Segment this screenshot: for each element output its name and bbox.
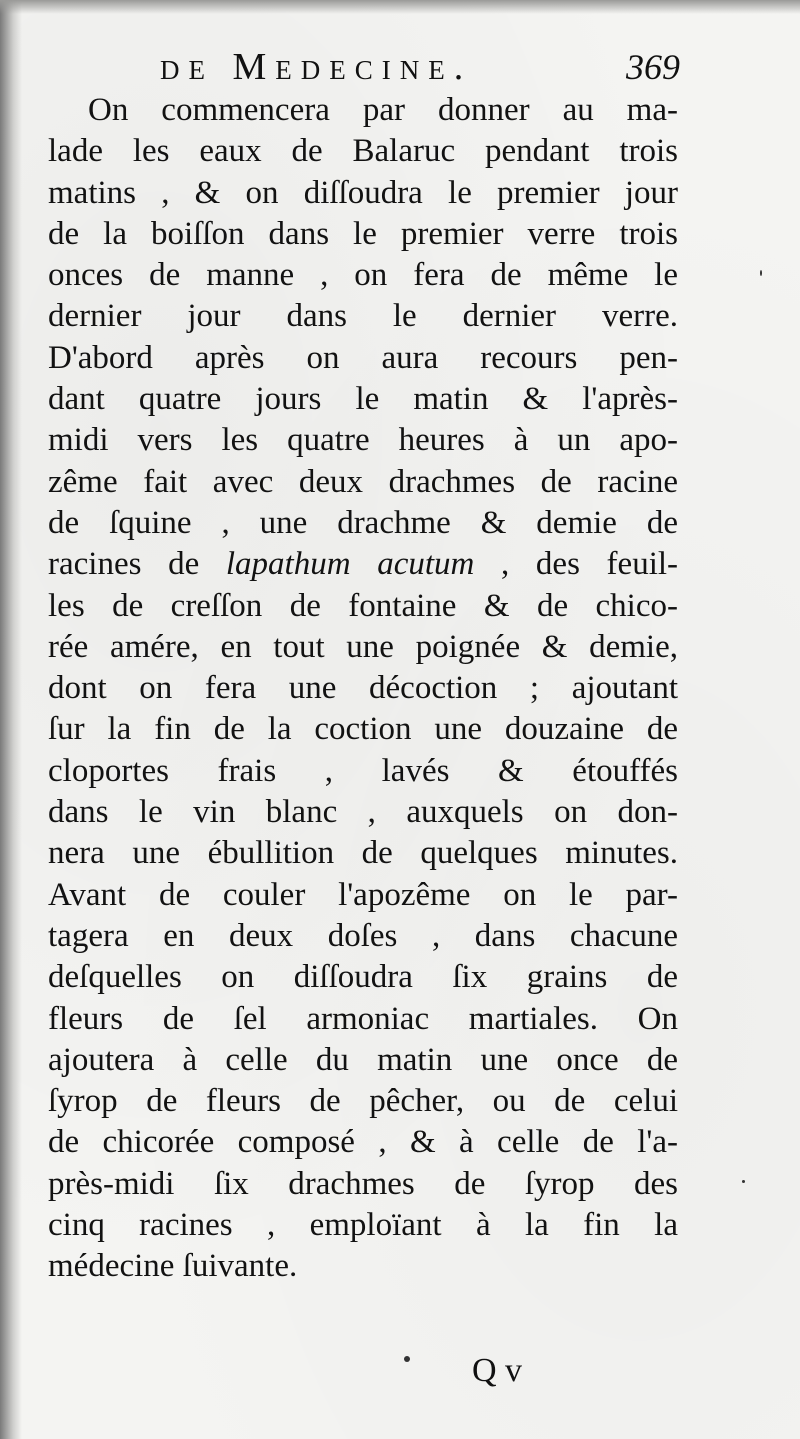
text-line: dant quatre jours le matin & l'après- (48, 381, 678, 418)
text-line: médecine ſuivante. (48, 1248, 298, 1285)
text-line: rée amére, en tout une poignée & demie, (48, 628, 678, 665)
text-line: dernier jour dans le dernier verre. (48, 298, 678, 335)
text-segment: racines de (48, 546, 200, 583)
text-line: les de creſſon de fontaine & de chico- (48, 587, 678, 624)
page-number: 369 (626, 47, 680, 87)
text-line: Avant de couler l'apozême on le par- (48, 876, 678, 913)
text-line: midi vers les quatre heures à un apo- (48, 422, 678, 459)
text-line: On commencera par donner au ma- (88, 92, 678, 128)
text-line: zême fait avec deux drachmes de racine (48, 463, 678, 500)
running-head (160, 42, 680, 92)
ink-speck (404, 1356, 410, 1362)
text-line: cinq racines , emploïant à la fin la (48, 1207, 678, 1244)
ink-speck (760, 270, 762, 276)
text-line: nera une ébullition de quelques minutes. (48, 835, 678, 872)
text-line: cloportes frais , lavés & étouffés (48, 752, 678, 789)
text-line-with-italic (48, 544, 678, 585)
text-line: de chicorée composé , & à celle de l'a- (48, 1124, 678, 1161)
text-line: dont on fera une décoction ; ajoutant (48, 670, 678, 707)
page-top-shadow (0, 0, 800, 14)
text-line: dans le vin blanc , auxquels on don- (48, 794, 678, 831)
text-line: fleurs de ſel armoniac martiales. On (48, 1000, 678, 1037)
body-paragraph (48, 90, 678, 1288)
text-line: D'abord après on aura recours pen- (48, 339, 678, 376)
text-line: de la boiſſon dans le premier verre trois (48, 215, 678, 252)
page-gutter-shadow (0, 0, 22, 1439)
text-segment: , (501, 546, 510, 583)
running-head-title: de Medecine. (160, 46, 473, 88)
text-line: lade les eaux de Balaruc pendant trois (48, 133, 678, 170)
text-line: ſur la fin de la coction une douzaine de (48, 711, 678, 748)
text-line: de ſquine , une drachme & demie de (48, 504, 678, 541)
text-line: deſquelles on diſſoudra ſix grains de (48, 959, 678, 996)
text-segment: des feuil- (535, 546, 679, 583)
ink-speck (742, 1180, 745, 1183)
latin-plant-name: lapathum acutum (225, 546, 475, 583)
text-line: onces de manne , on fera de même le (48, 257, 678, 294)
text-line: près-midi ſix drachmes de ſyrop des (48, 1165, 678, 1202)
text-line: matins , & on diſſoudra le premier jour (48, 174, 678, 211)
text-line: tagera en deux doſes , dans chacune (48, 917, 678, 954)
catchword: Q v (472, 1352, 523, 1389)
text-line: ajoutera à celle du matin une once de (48, 1041, 678, 1078)
text-line: ſyrop de fleurs de pêcher, ou de celui (48, 1083, 678, 1120)
